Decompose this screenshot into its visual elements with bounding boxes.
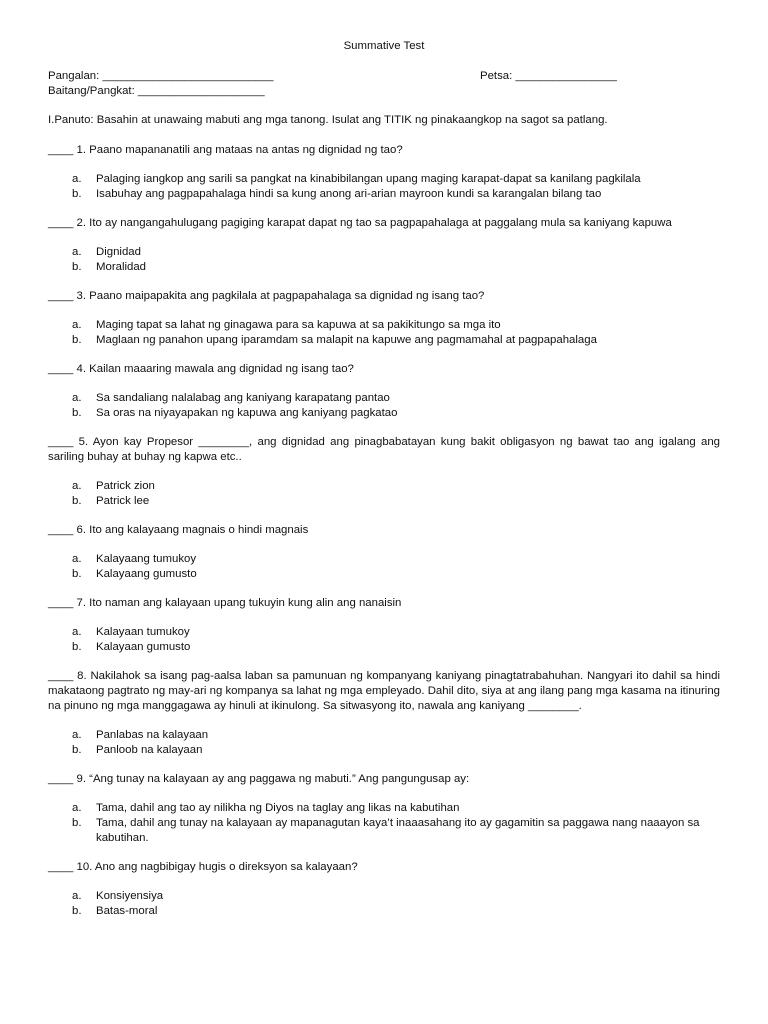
choice-item — [48, 333, 720, 348]
choice-item — [48, 318, 720, 333]
choice-text: Sa sandaliang nalalabag ang kaniyang karapatang pantao — [96, 392, 390, 404]
choice-text: Sa oras na niyayapakan ng kapuwa ang kaniyang pagkatao — [96, 407, 398, 419]
choice-letter: b. — [72, 407, 82, 419]
question-text: ____ 9. “Ang tunay na kalayaan ay ang paggawa ng mabuti.” Ang pangungusap ay: — [48, 773, 470, 785]
choice-text: Maging tapat sa lahat ng ginagawa para sa kapuwa at sa pakikitungo sa mga ito — [96, 319, 501, 331]
choice-item — [48, 406, 720, 421]
choice-letter: a. — [72, 729, 82, 741]
instructions: I.Panuto: Basahin at unawaing mabuti ang mga tanong. Isulat ang TITIK ng pinakaangkop na sagot sa patlang. — [48, 114, 608, 126]
choice-item — [48, 567, 720, 582]
choice-letter: b. — [72, 905, 82, 917]
question-item — [48, 362, 720, 421]
choice-letter: a. — [72, 553, 82, 565]
choice-item — [48, 640, 720, 655]
question-text: ____ 3. Paano maipapakita ang pagkilala at pagpapahalaga sa dignidad ng isang tao? — [48, 290, 485, 302]
question-item — [48, 860, 720, 919]
question-text: ____ 4. Kailan maaaring mawala ang dignidad ng isang tao? — [48, 363, 354, 375]
choice-text: Konsiyensiya — [96, 890, 164, 902]
choice-item — [48, 260, 720, 275]
question-text: ____ 8. Nakilahok sa isang pag-aalsa laban sa pamunuan ng kompanyang kaniyang pinagtatrabahuhan. Nangyari ito dahil sa hindi makataong pagtrato ng may-ari ng kompanya sa lahat ng mga empleyado. Dahil dito, siya at ang ilang pang mga kasama na itinuring na pinuno ng mga manggagawa ay hinuli at ikinulong. Sa sitwasyong ito, nawala ang kaniyang ________. — [48, 670, 720, 712]
choice-item — [48, 889, 720, 904]
choice-text: Panloob na kalayaan — [96, 744, 203, 756]
question-item — [48, 216, 720, 275]
question-text: ____ 7. Ito naman ang kalayaan upang tukuyin kung alin ang nanaisin — [48, 597, 402, 609]
question-text: ____ 5. Ayon kay Propesor ________, ang dignidad ang pinagbabatayan kung bakit obligasyon ng bawat tao ang igalang ang sariling buhay at buhay ng kapwa etc.. — [48, 436, 720, 463]
question-text: ____ 2. Ito ay nangangahulugang pagiging karapat dapat ng tao sa pagpapahalaga at paggalang mula sa kaniyang kapuwa — [48, 217, 672, 229]
choice-letter: a. — [72, 802, 82, 814]
date-field: Petsa: ________________ — [480, 70, 617, 82]
choice-list — [48, 479, 720, 509]
choice-letter: b. — [72, 641, 82, 653]
choice-text: Kalayaan gumusto — [96, 641, 191, 653]
choice-list — [48, 391, 720, 421]
choice-item — [48, 904, 720, 919]
name-field: Pangalan: ___________________________ — [48, 70, 274, 82]
choice-letter: b. — [72, 568, 82, 580]
choice-text: Tama, dahil ang tunay na kalayaan ay mapanagutan kaya’t inaaasahang ito ay gagamitin sa paggawa nang naaayon sa kabutihan. — [96, 817, 700, 844]
choice-item — [48, 743, 720, 758]
choice-item — [48, 245, 720, 260]
choice-letter: a. — [72, 480, 82, 492]
choice-list — [48, 889, 720, 919]
question-item — [48, 289, 720, 348]
question-item — [48, 669, 720, 758]
choice-item — [48, 728, 720, 743]
choice-item — [48, 172, 720, 187]
choice-item — [48, 801, 720, 816]
choice-text: Panlabas na kalayaan — [96, 729, 209, 741]
choice-letter: b. — [72, 744, 82, 756]
choice-list — [48, 728, 720, 758]
choice-item — [48, 391, 720, 406]
choice-letter: a. — [72, 319, 82, 331]
choice-text: Maglaan ng panahon upang iparamdam sa malapit na kapuwe ang pagmamahal at pagpapahalaga — [96, 334, 597, 346]
choice-list — [48, 172, 720, 202]
choice-letter: a. — [72, 246, 82, 258]
choice-item — [48, 625, 720, 640]
choice-letter: b. — [72, 817, 82, 829]
grade-section-field: Baitang/Pangkat: ____________________ — [48, 85, 265, 97]
choice-letter: a. — [72, 890, 82, 902]
choice-text: Dignidad — [96, 246, 141, 258]
choice-list — [48, 318, 720, 348]
choice-letter: b. — [72, 334, 82, 346]
choice-letter: a. — [72, 392, 82, 404]
choice-text: Kalayaang gumusto — [96, 568, 197, 580]
choice-item — [48, 552, 720, 567]
question-item — [48, 143, 720, 202]
choice-list — [48, 625, 720, 655]
choice-letter: a. — [72, 173, 82, 185]
page-title: Summative Test — [343, 40, 425, 52]
choice-text: Tama, dahil ang tao ay nilikha ng Diyos na taglay ang likas na kabutihan — [96, 802, 460, 814]
choice-item — [48, 479, 720, 494]
question-item — [48, 772, 720, 846]
choice-item — [48, 816, 720, 846]
choice-item — [48, 494, 720, 509]
choice-text: Batas-moral — [96, 905, 158, 917]
choice-list — [48, 801, 720, 846]
choice-letter: a. — [72, 626, 82, 638]
question-text: ____ 1. Paano mapananatili ang mataas na antas ng dignidad ng tao? — [48, 144, 403, 156]
choice-text: Kalayaang tumukoy — [96, 553, 197, 565]
choice-list — [48, 552, 720, 582]
choice-text: Patrick lee — [96, 495, 150, 507]
question-text: ____ 6. Ito ang kalayaang magnais o hindi magnais — [48, 524, 309, 536]
choice-text: Isabuhay ang pagpapahalaga hindi sa kung anong ari-arian mayroon kundi sa karangalan bilang tao — [96, 188, 602, 200]
question-list — [48, 143, 720, 933]
choice-letter: b. — [72, 495, 82, 507]
choice-text: Moralidad — [96, 261, 147, 273]
choice-text: Kalayaan tumukoy — [96, 626, 190, 638]
choice-text: Patrick zion — [96, 480, 155, 492]
question-item — [48, 523, 720, 582]
choice-letter: b. — [72, 261, 82, 273]
question-item — [48, 435, 720, 509]
choice-text: Palaging iangkop ang sarili sa pangkat na kinabibilangan upang maging karapat-dapat sa kanilang pagkilala — [96, 173, 641, 185]
choice-list — [48, 245, 720, 275]
choice-item — [48, 187, 720, 202]
question-item — [48, 596, 720, 655]
question-text: ____ 10. Ano ang nagbibigay hugis o direksyon sa kalayaan? — [48, 861, 358, 873]
choice-letter: b. — [72, 188, 82, 200]
